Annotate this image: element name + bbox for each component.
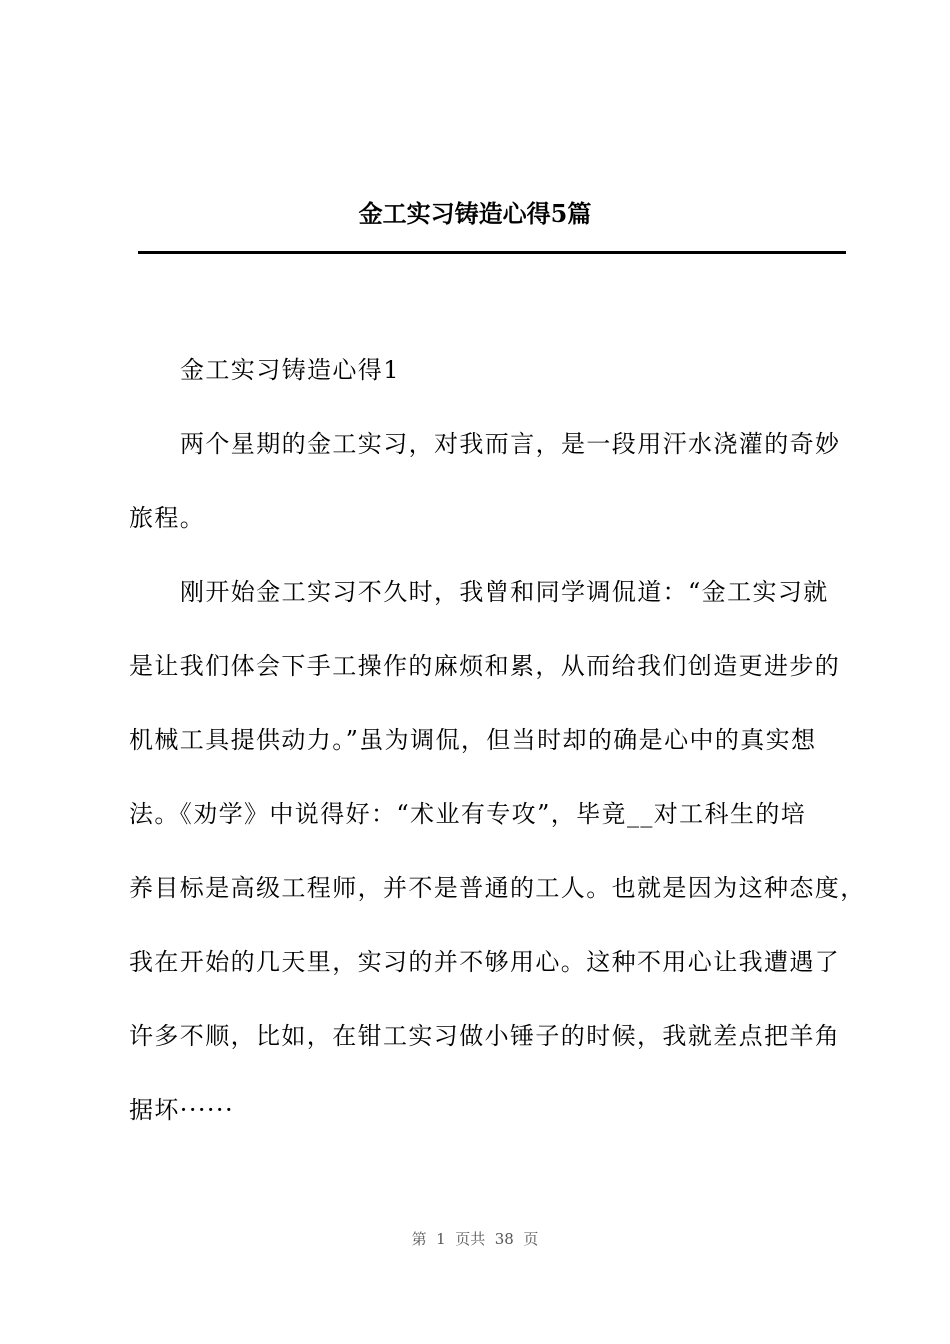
page-number-footer: 第 1 页共 38 页 — [411, 1230, 539, 1248]
paragraph-line: 我在开始的几天里，实习的并不够用心。这种不用心让我遭遇了 — [129, 948, 841, 976]
title-underline — [138, 251, 846, 254]
paragraph-line: 是让我们体会下手工操作的麻烦和累，从而给我们创造更进步的 — [129, 652, 841, 680]
paragraph-line: 机械工具提供动力。”虽为调侃，但当时却的确是心中的真实想 — [129, 726, 817, 754]
paragraph-line: 据坏······ — [129, 1096, 234, 1124]
paragraph-line: 养目标是高级工程师，并不是普通的工人。也就是因为这种态度， — [129, 874, 866, 902]
paragraph-line: 两个星期的金工实习，对我而言，是一段用汗水浇灌的奇妙 — [180, 430, 841, 458]
paragraph-line: 法。《劝学》中说得好：“术业有专攻”，毕竟__对工科生的培 — [129, 800, 807, 828]
paragraph-line: 刚开始金工实习不久时，我曾和同学调侃道：“金工实习就 — [180, 578, 829, 606]
document-title: 金工实习铸造心得5篇 — [358, 199, 592, 228]
paragraph-line: 旅程。 — [129, 504, 206, 532]
paragraph-line: 许多不顺，比如，在钳工实习做小锤子的时候，我就差点把羊角 — [129, 1022, 841, 1050]
section-heading: 金工实习铸造心得1 — [180, 356, 400, 384]
